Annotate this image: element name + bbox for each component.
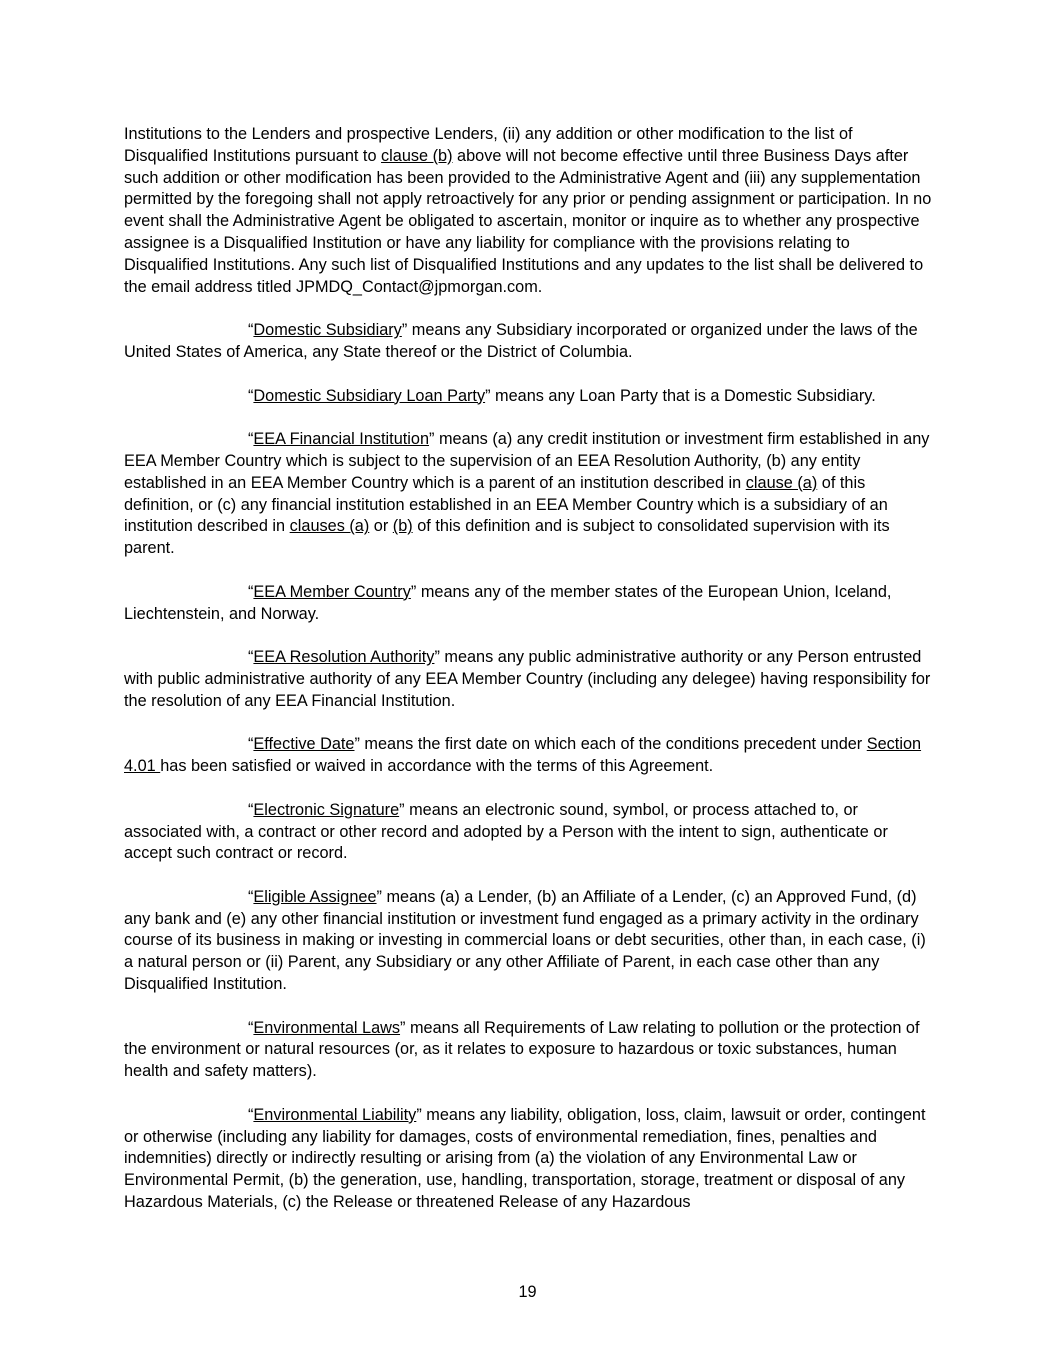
paragraph-text: above will not become effective until three Business Days after such addition or other modification has been provided to the Administrative Agent and (iii) any supplementation permitted by the foregoing shall not apply retroactively for any prior or pending assignment or participation. In no event shall the Administrative Agent be obligated to ascertain, monitor or inquire as to whether any prospective assignee is a Disqualified Institution or have any liability for compliance with the provisions relating to Disqualified Institutions. Any such list of Disqualified Institutions and any updates to the list shall be delivered to the email address titled JPMDQ_Contact@jpmorgan.com.: [124, 146, 932, 296]
defined-term: EEA Financial Institution: [253, 430, 429, 449]
definition-eea-resolution-authority: “EEA Resolution Authority” means any public administrative authority or any Person entrusted with public administrative authority of any EEA Member Country (including any delegee) having responsibility for the resolution of any EEA Financial Institution.: [124, 648, 931, 710]
page-number: 19: [518, 1283, 537, 1301]
definition-electronic-signature: “Electronic Signature” means an electronic sound, symbol, or process attached to, or associated with, a contract or other record and adopted by a Person with the intent to sign, authenticate or accept such contract or record.: [124, 800, 888, 863]
defined-term: Eligible Assignee: [253, 887, 377, 906]
defined-term: Effective Date: [253, 735, 355, 754]
definition-text: means any Loan Party that is a Domestic Subsidiary.: [490, 386, 876, 405]
definition-text: or: [369, 517, 393, 536]
cross-reference-link: (b): [392, 517, 413, 536]
definition-text: means any public administrative authority or any Person entrusted with public administrative authority of any EEA Member Country (including any delegee) having responsibility for the resolution of any EEA Financial Institution.: [124, 648, 931, 710]
document-body: [124, 124, 936, 1236]
definition-text: means (a) a Lender, (b) an Affiliate of a Lender, (c) an Approved Fund, (d) any bank and (e) any other financial institution or investment fund engaged as a primary activity in the ordinary course of its business in making or investing in commercial loans or debt securities, other than, in each case, (i) a natural person or (ii) Parent, any Subsidiary or any other Affiliate of Parent, in each case other than any Disqualified Institution.: [124, 887, 926, 994]
defined-term: Environmental Liability: [253, 1105, 417, 1124]
definition-text: has been satisfied or waived in accordance with the terms of this Agreement.: [160, 757, 714, 776]
definition-text: means all Requirements of Law relating to pollution or the protection of the environment or natural resources (or, as it relates to exposure to hazardous or toxic substances, human health and safety matters).: [124, 1018, 920, 1081]
definition-text: means the first date on which each of the conditions precedent under: [359, 735, 867, 754]
definition-environmental-liability: “Environmental Liability” means any liability, obligation, loss, claim, lawsuit or order, contingent or otherwise (including any liability for damages, costs of environmental remediation, fines, penalties and indemnities) directly or indirectly resulting or arising from (a) the violation of any Environmental Law or Environmental Permit, (b) the generation, use, handling, transportation, storage, treatment or disposal of any Hazardous Materials, (c) the Release or threatened Release of any Hazardous: [124, 1105, 926, 1212]
definition-environmental-laws: “Environmental Laws” means all Requirements of Law relating to pollution or the protection of the environment or natural resources (or, as it relates to exposure to hazardous or toxic substances, human health and safety matters).: [124, 1018, 920, 1081]
defined-term: EEA Resolution Authority: [253, 648, 435, 667]
definition-text: means any Subsidiary incorporated or organized under the laws of the United States of America, any State thereof or the District of Columbia.: [124, 321, 918, 361]
definition-text: of this definition, or (c) any financial institution established in an EEA Member Country which is a subsidiary of an institution described in: [124, 473, 888, 536]
definition-eea-financial-institution: “EEA Financial Institution” means (a) any credit institution or investment firm established in any EEA Member Country which is subject to the supervision of an EEA Resolution Authority, (b) any entity established in an EEA Member Country which is a parent of an institution described in clause (a) of this definition, or (c) any financial institution established in an EEA Member Country which is a subsidiary of an institution described in clauses (a) or (b) of this definition and is subject to consolidated supervision with its parent.: [124, 430, 930, 558]
cross-reference-link: clause (a): [745, 473, 818, 492]
defined-term: EEA Member Country: [253, 582, 411, 601]
defined-term: Domestic Subsidiary Loan Party: [253, 386, 486, 405]
definition-text: means any liability, obligation, loss, claim, lawsuit or order, contingent or otherwise (including any liability for damages, costs of environmental remediation, fines, penalties and indemnities) directly or indirectly resulting or arising from (a) the violation of any Environmental Law or Environmental Permit, (b) the generation, use, handling, transportation, storage, treatment or disposal of any Hazardous Materials, (c) the Release or threatened Release of any Hazardous: [124, 1105, 926, 1212]
definition-eea-member-country: “EEA Member Country” means any of the member states of the European Union, Iceland, Liechtenstein, and Norway.: [124, 582, 892, 623]
defined-term: Environmental Laws: [253, 1018, 401, 1037]
cross-reference-link: clauses (a): [289, 517, 370, 536]
definition-effective-date: “Effective Date” means the first date on which each of the conditions precedent under Section 4.01 has been satisfied or waived in accordance with the terms of this Agreement.: [124, 735, 922, 776]
definition-domestic-subsidiary: “Domestic Subsidiary” means any Subsidiary incorporated or organized under the laws of the United States of America, any State thereof or the District of Columbia.: [124, 321, 918, 361]
definition-domestic-subsidiary-loan-party: “Domestic Subsidiary Loan Party” means any Loan Party that is a Domestic Subsidiary.: [248, 386, 876, 405]
definition-eligible-assignee: “Eligible Assignee” means (a) a Lender, (b) an Affiliate of a Lender, (c) an Approved Fund, (d) any bank and (e) any other financial institution or investment fund engaged as a primary activity in the ordinary course of its business in making or investing in commercial loans or debt securities, other than, in each case, (i) a natural person or (ii) Parent, any Subsidiary or any other Affiliate of Parent, in each case other than any Disqualified Institution.: [124, 887, 926, 994]
cross-reference-link: clause (b): [381, 146, 453, 165]
paragraph-text: Institutions to the Lenders and prospective Lenders, (ii) any addition or other modification to the list of Disqualified Institutions pursuant to: [124, 125, 853, 165]
continuation-paragraph: [124, 124, 936, 298]
definition-text: of this definition and is subject to consolidated supervision with its parent.: [124, 517, 890, 558]
cross-reference-link: Section 4.01: [124, 735, 922, 776]
defined-term: Domestic Subsidiary: [253, 321, 402, 340]
definition-text: means any of the member states of the European Union, Iceland, Liechtenstein, and Norway.: [124, 582, 892, 623]
definition-text: means an electronic sound, symbol, or process attached to, or associated with, a contract or other record and adopted by a Person with the intent to sign, authenticate or accept such contract or record.: [124, 800, 888, 863]
defined-term: Electronic Signature: [253, 800, 400, 819]
definition-text: means (a) any credit institution or investment firm established in any EEA Member Country which is subject to the supervision of an EEA Resolution Authority, (b) any entity established in an EEA Member Country which is a parent of an institution described in: [124, 430, 930, 492]
